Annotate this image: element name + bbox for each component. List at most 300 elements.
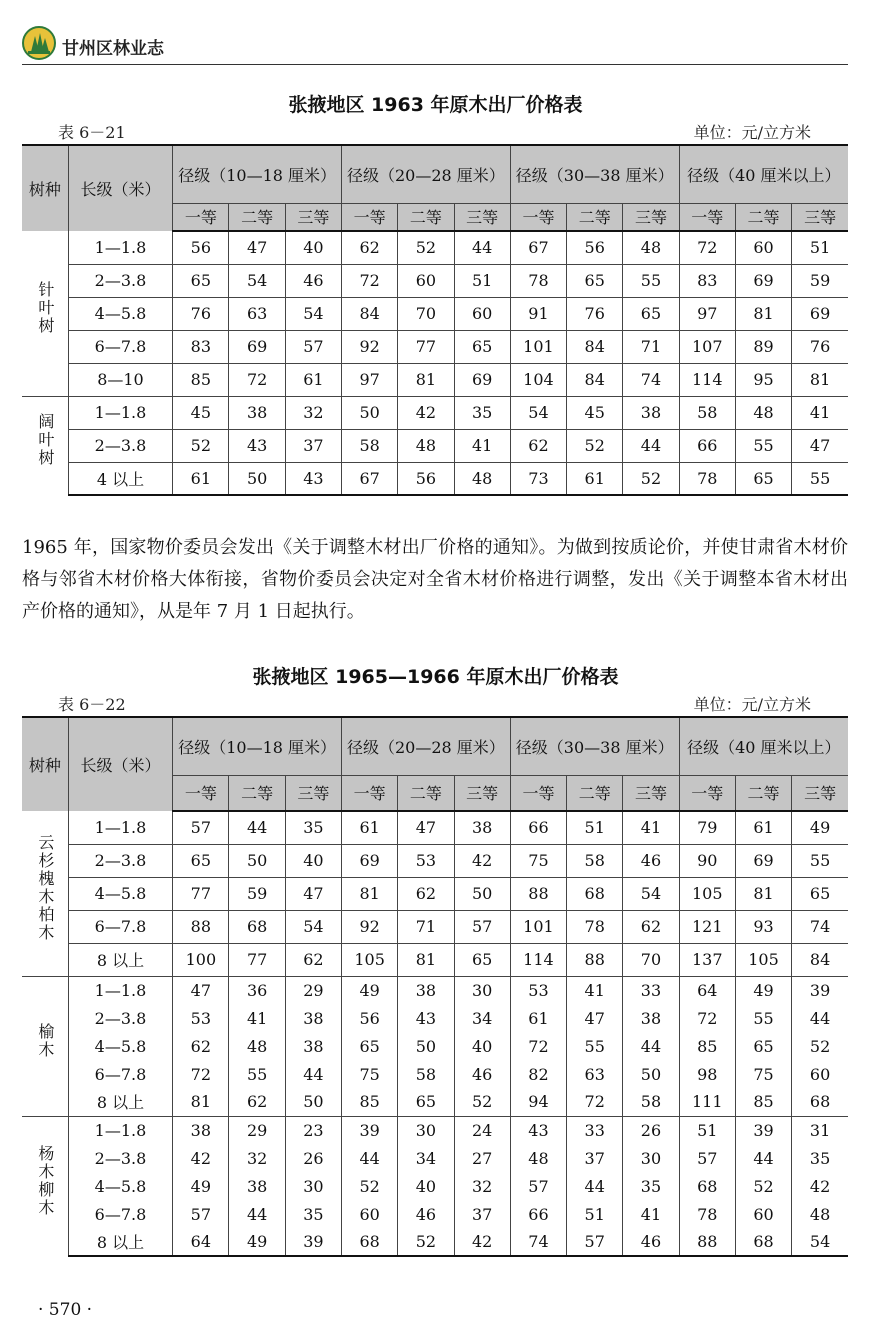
header-grade: 三等 bbox=[623, 203, 679, 231]
price-cell: 62 bbox=[173, 1032, 229, 1060]
price-cell: 47 bbox=[173, 976, 229, 1004]
price-cell: 53 bbox=[398, 844, 454, 877]
price-cell: 30 bbox=[398, 1116, 454, 1144]
price-cell: 37 bbox=[567, 1144, 623, 1172]
price-cell: 35 bbox=[454, 396, 510, 429]
price-cell: 60 bbox=[735, 1200, 791, 1228]
price-cell: 101 bbox=[510, 330, 566, 363]
price-cell: 39 bbox=[735, 1116, 791, 1144]
price-cell: 98 bbox=[679, 1060, 735, 1088]
price-cell: 42 bbox=[398, 396, 454, 429]
price-cell: 50 bbox=[623, 1060, 679, 1088]
species-cell bbox=[22, 976, 68, 1116]
price-cell: 72 bbox=[679, 231, 735, 264]
price-cell: 50 bbox=[454, 877, 510, 910]
table-row bbox=[22, 1144, 848, 1172]
length-cell: 4—5.8 bbox=[68, 877, 173, 910]
price-cell: 65 bbox=[454, 330, 510, 363]
species-cell bbox=[22, 396, 68, 495]
price-cell: 67 bbox=[510, 231, 566, 264]
price-cell: 38 bbox=[285, 1004, 341, 1032]
price-cell: 34 bbox=[454, 1004, 510, 1032]
length-cell: 2—3.8 bbox=[68, 844, 173, 877]
price-cell: 51 bbox=[567, 811, 623, 844]
price-cell: 71 bbox=[398, 910, 454, 943]
header-diameter-group: 径级（30—38 厘米） bbox=[510, 145, 679, 203]
price-cell: 30 bbox=[454, 976, 510, 1004]
price-cell: 105 bbox=[735, 943, 791, 976]
price-cell: 70 bbox=[398, 297, 454, 330]
price-cell: 93 bbox=[735, 910, 791, 943]
table-row bbox=[22, 396, 848, 429]
price-cell: 55 bbox=[792, 844, 848, 877]
header-grade: 二等 bbox=[735, 775, 791, 811]
price-cell: 89 bbox=[735, 330, 791, 363]
price-cell: 50 bbox=[229, 462, 285, 495]
table2-unit: 单位：元/立方米 bbox=[693, 695, 811, 714]
price-cell: 90 bbox=[679, 844, 735, 877]
price-cell: 66 bbox=[679, 429, 735, 462]
table1-label: 表 6－21 bbox=[58, 123, 126, 142]
price-cell: 36 bbox=[229, 976, 285, 1004]
price-cell: 78 bbox=[510, 264, 566, 297]
price-cell: 43 bbox=[229, 429, 285, 462]
price-cell: 52 bbox=[567, 429, 623, 462]
price-cell: 44 bbox=[623, 429, 679, 462]
price-cell: 43 bbox=[398, 1004, 454, 1032]
price-cell: 62 bbox=[510, 429, 566, 462]
price-cell: 46 bbox=[454, 1060, 510, 1088]
header-grade: 三等 bbox=[623, 775, 679, 811]
price-cell: 65 bbox=[173, 844, 229, 877]
price-cell: 58 bbox=[342, 429, 398, 462]
price-cell: 88 bbox=[679, 1228, 735, 1256]
header-grade: 一等 bbox=[342, 203, 398, 231]
price-cell: 68 bbox=[567, 877, 623, 910]
price-cell: 38 bbox=[398, 976, 454, 1004]
price-cell: 53 bbox=[173, 1004, 229, 1032]
price-cell: 62 bbox=[285, 943, 341, 976]
price-cell: 41 bbox=[454, 429, 510, 462]
header-grade: 三等 bbox=[454, 203, 510, 231]
price-cell: 74 bbox=[623, 363, 679, 396]
price-cell: 38 bbox=[229, 1172, 285, 1200]
price-cell: 81 bbox=[342, 877, 398, 910]
price-cell: 54 bbox=[623, 877, 679, 910]
header-species: 树种 bbox=[22, 145, 68, 231]
price-cell: 57 bbox=[510, 1172, 566, 1200]
price-cell: 55 bbox=[792, 462, 848, 495]
book-title: 甘州区林业志 bbox=[62, 39, 164, 59]
price-cell: 47 bbox=[398, 811, 454, 844]
price-cell: 39 bbox=[285, 1228, 341, 1256]
price-cell: 88 bbox=[173, 910, 229, 943]
price-cell: 62 bbox=[623, 910, 679, 943]
length-cell: 6—7.8 bbox=[68, 1060, 173, 1088]
table-row bbox=[22, 1116, 848, 1144]
price-cell: 54 bbox=[229, 264, 285, 297]
price-cell: 68 bbox=[792, 1088, 848, 1116]
price-cell: 50 bbox=[229, 844, 285, 877]
price-cell: 29 bbox=[229, 1116, 285, 1144]
price-cell: 77 bbox=[398, 330, 454, 363]
price-cell: 92 bbox=[342, 910, 398, 943]
length-cell: 1—1.8 bbox=[68, 811, 173, 844]
length-cell: 1—1.8 bbox=[68, 396, 173, 429]
table-row bbox=[22, 1032, 848, 1060]
length-cell: 8 以上 bbox=[68, 1088, 173, 1116]
price-cell: 49 bbox=[229, 1228, 285, 1256]
price-cell: 45 bbox=[567, 396, 623, 429]
table-row bbox=[22, 844, 848, 877]
price-cell: 39 bbox=[792, 976, 848, 1004]
price-cell: 100 bbox=[173, 943, 229, 976]
price-cell: 55 bbox=[735, 429, 791, 462]
price-cell: 56 bbox=[398, 462, 454, 495]
price-cell: 95 bbox=[735, 363, 791, 396]
price-cell: 58 bbox=[398, 1060, 454, 1088]
price-cell: 60 bbox=[454, 297, 510, 330]
forest-logo-icon bbox=[22, 26, 56, 60]
price-cell: 41 bbox=[792, 396, 848, 429]
price-cell: 75 bbox=[735, 1060, 791, 1088]
header-grade: 三等 bbox=[285, 775, 341, 811]
price-cell: 76 bbox=[567, 297, 623, 330]
price-cell: 70 bbox=[623, 943, 679, 976]
price-cell: 61 bbox=[173, 462, 229, 495]
header-grade: 二等 bbox=[567, 775, 623, 811]
price-cell: 78 bbox=[679, 1200, 735, 1228]
price-cell: 57 bbox=[567, 1228, 623, 1256]
price-cell: 44 bbox=[623, 1032, 679, 1060]
price-cell: 49 bbox=[342, 976, 398, 1004]
table2-label: 表 6－22 bbox=[58, 695, 126, 714]
price-cell: 38 bbox=[623, 396, 679, 429]
header-grade: 一等 bbox=[342, 775, 398, 811]
header-grade: 二等 bbox=[735, 203, 791, 231]
header-diameter-group: 径级（20—28 厘米） bbox=[342, 717, 511, 775]
price-cell: 85 bbox=[173, 363, 229, 396]
price-cell: 44 bbox=[454, 231, 510, 264]
price-cell: 59 bbox=[229, 877, 285, 910]
length-cell: 1—1.8 bbox=[68, 1116, 173, 1144]
length-cell: 2—3.8 bbox=[68, 1144, 173, 1172]
header-grade: 一等 bbox=[173, 775, 229, 811]
header-grade: 三等 bbox=[792, 203, 848, 231]
header-grade: 二等 bbox=[567, 203, 623, 231]
price-cell: 35 bbox=[285, 1200, 341, 1228]
price-cell: 58 bbox=[679, 396, 735, 429]
price-cell: 72 bbox=[342, 264, 398, 297]
price-cell: 52 bbox=[792, 1032, 848, 1060]
table-row bbox=[22, 910, 848, 943]
price-cell: 51 bbox=[792, 231, 848, 264]
price-cell: 41 bbox=[623, 811, 679, 844]
price-cell: 81 bbox=[398, 943, 454, 976]
table-row bbox=[22, 462, 848, 495]
price-cell: 26 bbox=[623, 1116, 679, 1144]
price-cell: 51 bbox=[567, 1200, 623, 1228]
price-cell: 37 bbox=[285, 429, 341, 462]
price-cell: 58 bbox=[623, 1088, 679, 1116]
price-cell: 55 bbox=[735, 1004, 791, 1032]
length-cell: 2—3.8 bbox=[68, 1004, 173, 1032]
price-cell: 88 bbox=[510, 877, 566, 910]
price-cell: 69 bbox=[735, 264, 791, 297]
price-cell: 43 bbox=[510, 1116, 566, 1144]
price-cell: 69 bbox=[454, 363, 510, 396]
price-cell: 82 bbox=[510, 1060, 566, 1088]
price-cell: 68 bbox=[342, 1228, 398, 1256]
price-cell: 49 bbox=[792, 811, 848, 844]
price-cell: 72 bbox=[510, 1032, 566, 1060]
price-cell: 52 bbox=[173, 429, 229, 462]
length-cell: 8—10 bbox=[68, 363, 173, 396]
price-cell: 48 bbox=[454, 462, 510, 495]
page-number: · 570 · bbox=[38, 1300, 93, 1320]
price-cell: 71 bbox=[623, 330, 679, 363]
table-row bbox=[22, 943, 848, 976]
price-cell: 85 bbox=[342, 1088, 398, 1116]
price-cell: 101 bbox=[510, 910, 566, 943]
price-cell: 38 bbox=[454, 811, 510, 844]
price-cell: 79 bbox=[679, 811, 735, 844]
price-cell: 72 bbox=[229, 363, 285, 396]
price-cell: 50 bbox=[398, 1032, 454, 1060]
table-row bbox=[22, 429, 848, 462]
table-row bbox=[22, 811, 848, 844]
price-cell: 76 bbox=[792, 330, 848, 363]
price-cell: 46 bbox=[623, 1228, 679, 1256]
price-cell: 50 bbox=[342, 396, 398, 429]
price-cell: 35 bbox=[285, 811, 341, 844]
price-cell: 49 bbox=[173, 1172, 229, 1200]
species-name: 阔叶树 bbox=[35, 413, 55, 468]
price-cell: 60 bbox=[735, 231, 791, 264]
length-cell: 8 以上 bbox=[68, 1228, 173, 1256]
length-cell: 4—5.8 bbox=[68, 1172, 173, 1200]
species-name: 杨木柳木 bbox=[35, 1144, 55, 1217]
header-diameter-group: 径级（40 厘米以上） bbox=[679, 145, 848, 203]
price-cell: 65 bbox=[398, 1088, 454, 1116]
price-cell: 81 bbox=[792, 363, 848, 396]
price-cell: 30 bbox=[285, 1172, 341, 1200]
price-cell: 72 bbox=[567, 1088, 623, 1116]
header-length: 长级（米） bbox=[68, 717, 173, 811]
price-cell: 107 bbox=[679, 330, 735, 363]
price-cell: 61 bbox=[285, 363, 341, 396]
price-cell: 40 bbox=[398, 1172, 454, 1200]
price-cell: 23 bbox=[285, 1116, 341, 1144]
price-cell: 42 bbox=[454, 1228, 510, 1256]
table-row bbox=[22, 264, 848, 297]
price-cell: 57 bbox=[285, 330, 341, 363]
body-paragraph: 1965 年，国家物价委员会发出《关于调整木材出厂价格的通知》。为做到按质论价，并使甘肃省木材价格与邻省木材价格大体衔接，省物价委员会决定对全省木材价格进行调整，发出《关于调整本省木材出产价格的通知》，从是年 7 月 1 日起执行。 bbox=[22, 537, 848, 622]
price-cell: 105 bbox=[342, 943, 398, 976]
price-cell: 27 bbox=[454, 1144, 510, 1172]
length-cell: 1—1.8 bbox=[68, 231, 173, 264]
price-cell: 92 bbox=[342, 330, 398, 363]
price-cell: 62 bbox=[342, 231, 398, 264]
price-cell: 78 bbox=[679, 462, 735, 495]
header-species: 树种 bbox=[22, 717, 68, 811]
price-cell: 48 bbox=[510, 1144, 566, 1172]
price-cell: 48 bbox=[623, 231, 679, 264]
price-cell: 57 bbox=[173, 811, 229, 844]
price-cell: 60 bbox=[342, 1200, 398, 1228]
price-cell: 34 bbox=[398, 1144, 454, 1172]
price-cell: 54 bbox=[792, 1228, 848, 1256]
price-cell: 41 bbox=[229, 1004, 285, 1032]
price-cell: 68 bbox=[229, 910, 285, 943]
price-cell: 42 bbox=[792, 1172, 848, 1200]
price-cell: 44 bbox=[229, 811, 285, 844]
length-cell: 4—5.8 bbox=[68, 1032, 173, 1060]
price-cell: 111 bbox=[679, 1088, 735, 1116]
price-cell: 32 bbox=[285, 396, 341, 429]
price-cell: 81 bbox=[735, 297, 791, 330]
length-cell: 8 以上 bbox=[68, 943, 173, 976]
price-cell: 65 bbox=[735, 1032, 791, 1060]
price-cell: 97 bbox=[679, 297, 735, 330]
table-row bbox=[22, 877, 848, 910]
price-cell: 46 bbox=[398, 1200, 454, 1228]
price-cell: 40 bbox=[285, 231, 341, 264]
table-row bbox=[22, 363, 848, 396]
price-cell: 74 bbox=[510, 1228, 566, 1256]
price-cell: 56 bbox=[342, 1004, 398, 1032]
price-cell: 43 bbox=[285, 462, 341, 495]
price-cell: 49 bbox=[735, 976, 791, 1004]
price-cell: 56 bbox=[567, 231, 623, 264]
table-row bbox=[22, 1060, 848, 1088]
price-cell: 47 bbox=[792, 429, 848, 462]
price-cell: 77 bbox=[229, 943, 285, 976]
price-cell: 76 bbox=[173, 297, 229, 330]
price-cell: 44 bbox=[792, 1004, 848, 1032]
price-cell: 48 bbox=[792, 1200, 848, 1228]
price-cell: 55 bbox=[623, 264, 679, 297]
price-cell: 40 bbox=[454, 1032, 510, 1060]
price-cell: 63 bbox=[229, 297, 285, 330]
price-cell: 42 bbox=[454, 844, 510, 877]
table-row bbox=[22, 330, 848, 363]
header-grade: 二等 bbox=[229, 775, 285, 811]
table-row bbox=[22, 1228, 848, 1256]
header-grade: 一等 bbox=[679, 775, 735, 811]
price-cell: 105 bbox=[679, 877, 735, 910]
species-cell bbox=[22, 231, 68, 396]
price-cell: 55 bbox=[567, 1032, 623, 1060]
price-cell: 61 bbox=[510, 1004, 566, 1032]
price-cell: 57 bbox=[679, 1144, 735, 1172]
price-cell: 84 bbox=[342, 297, 398, 330]
price-cell: 85 bbox=[679, 1032, 735, 1060]
price-cell: 68 bbox=[735, 1228, 791, 1256]
header-grade: 三等 bbox=[454, 775, 510, 811]
price-cell: 59 bbox=[792, 264, 848, 297]
header-length: 长级（米） bbox=[68, 145, 173, 231]
price-cell: 60 bbox=[792, 1060, 848, 1088]
price-cell: 50 bbox=[285, 1088, 341, 1116]
price-cell: 73 bbox=[510, 462, 566, 495]
price-cell: 44 bbox=[735, 1144, 791, 1172]
price-cell: 63 bbox=[567, 1060, 623, 1088]
price-cell: 41 bbox=[623, 1200, 679, 1228]
price-cell: 53 bbox=[510, 976, 566, 1004]
price-cell: 54 bbox=[285, 297, 341, 330]
header-diameter-group: 径级（10—18 厘米） bbox=[173, 717, 342, 775]
price-cell: 104 bbox=[510, 363, 566, 396]
price-cell: 35 bbox=[792, 1144, 848, 1172]
header-grade: 一等 bbox=[679, 203, 735, 231]
price-cell: 58 bbox=[567, 844, 623, 877]
length-cell: 2—3.8 bbox=[68, 429, 173, 462]
price-cell: 69 bbox=[792, 297, 848, 330]
price-cell: 64 bbox=[173, 1228, 229, 1256]
price-cell: 60 bbox=[398, 264, 454, 297]
price-cell: 38 bbox=[285, 1032, 341, 1060]
price-cell: 97 bbox=[342, 363, 398, 396]
species-name: 云杉槐木柏木 bbox=[35, 833, 55, 942]
price-cell: 121 bbox=[679, 910, 735, 943]
length-cell: 4 以上 bbox=[68, 462, 173, 495]
price-cell: 38 bbox=[229, 396, 285, 429]
price-cell: 61 bbox=[735, 811, 791, 844]
price-cell: 72 bbox=[173, 1060, 229, 1088]
price-cell: 32 bbox=[229, 1144, 285, 1172]
price-cell: 52 bbox=[342, 1172, 398, 1200]
price-cell: 81 bbox=[173, 1088, 229, 1116]
price-cell: 44 bbox=[285, 1060, 341, 1088]
price-cell: 24 bbox=[454, 1116, 510, 1144]
price-cell: 31 bbox=[792, 1116, 848, 1144]
price-cell: 88 bbox=[567, 943, 623, 976]
species-name: 针叶树 bbox=[35, 280, 55, 335]
price-cell: 48 bbox=[398, 429, 454, 462]
header-grade: 二等 bbox=[229, 203, 285, 231]
header-grade: 二等 bbox=[398, 775, 454, 811]
price-cell: 67 bbox=[342, 462, 398, 495]
price-cell: 38 bbox=[623, 1004, 679, 1032]
species-cell bbox=[22, 811, 68, 976]
price-cell: 81 bbox=[398, 363, 454, 396]
price-cell: 66 bbox=[510, 811, 566, 844]
price-cell: 48 bbox=[735, 396, 791, 429]
price-cell: 64 bbox=[679, 976, 735, 1004]
price-cell: 65 bbox=[735, 462, 791, 495]
price-cell: 44 bbox=[229, 1200, 285, 1228]
price-cell: 84 bbox=[567, 330, 623, 363]
price-cell: 44 bbox=[342, 1144, 398, 1172]
price-cell: 85 bbox=[735, 1088, 791, 1116]
price-cell: 65 bbox=[567, 264, 623, 297]
price-cell: 26 bbox=[285, 1144, 341, 1172]
price-cell: 35 bbox=[623, 1172, 679, 1200]
price-cell: 69 bbox=[229, 330, 285, 363]
price-cell: 48 bbox=[229, 1032, 285, 1060]
price-cell: 65 bbox=[623, 297, 679, 330]
price-cell: 33 bbox=[567, 1116, 623, 1144]
table1-unit: 单位：元/立方米 bbox=[693, 123, 811, 142]
species-cell bbox=[22, 1116, 68, 1256]
header-diameter-group: 径级（40 厘米以上） bbox=[679, 717, 848, 775]
price-cell: 52 bbox=[454, 1088, 510, 1116]
price-cell: 45 bbox=[173, 396, 229, 429]
price-cell: 75 bbox=[342, 1060, 398, 1088]
table-row bbox=[22, 1004, 848, 1032]
table-row bbox=[22, 976, 848, 1004]
